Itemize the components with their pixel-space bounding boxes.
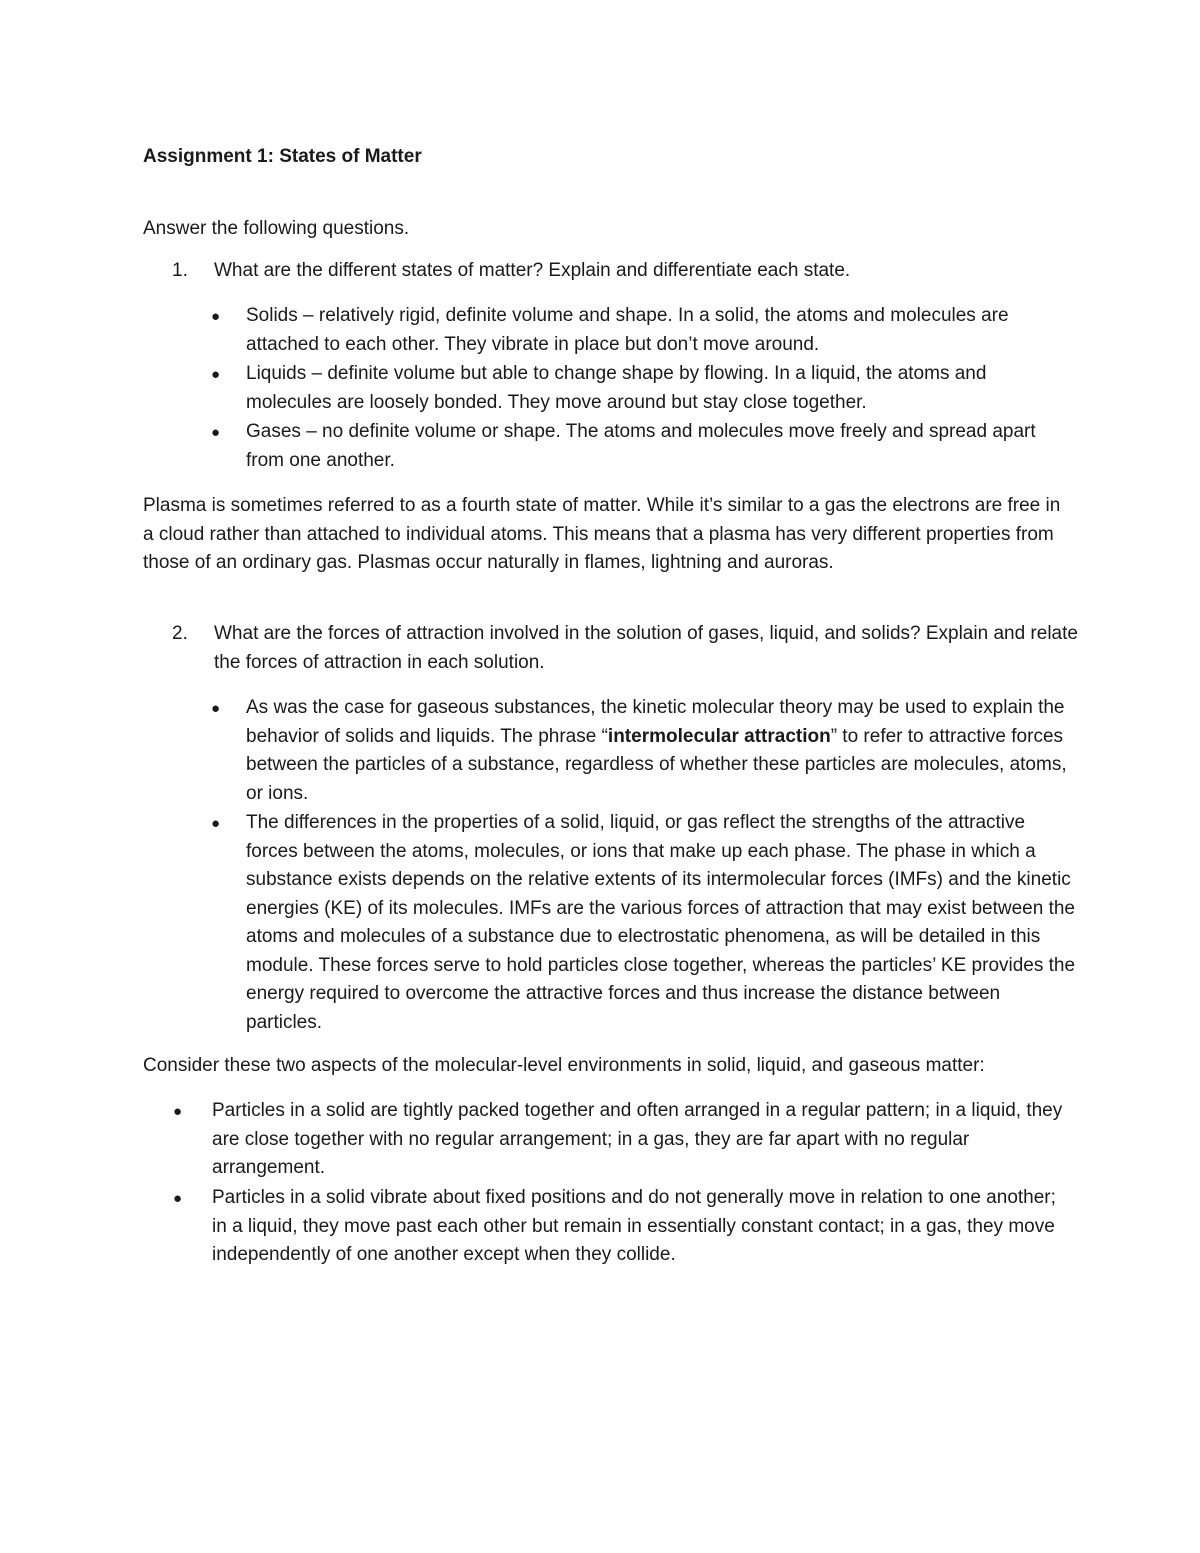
document-title: Assignment 1: States of Matter [143, 146, 422, 167]
list-item: Particles in a solid are tightly packed together and often arranged in a regular pattern; in a liquid, they are close together with no regular arrangement; in a gas, they are far apart with no regular arrangement. [212, 1100, 1063, 1178]
list-item: Particles in a solid vibrate about fixed positions and do not generally move in relation to one another; in a liquid, they move past each other but remain in essentially constant contact; in a gas, they move independently of one another except when they collide. [212, 1187, 1056, 1265]
list-item-text: ” to refer to attractive forces between the particles of a substance, regardless of whether these particles are molecules, atoms, or ions. [246, 725, 1067, 804]
bold-term: intermolecular attraction [607, 725, 831, 747]
question-number: 2. [172, 623, 188, 644]
list-item: Gases – no definite volume or shape. The atoms and molecules move freely and spread apart from one another. [246, 421, 1036, 471]
bullet-icon: ● [211, 366, 221, 383]
bullet-icon: ● [211, 424, 221, 441]
bullet-icon: ● [211, 700, 221, 717]
list-item-text: As was the case for gaseous substances, the kinetic molecular theory may be used to explain the behavior of solids and liquids. The phrase “ [246, 697, 1065, 747]
list-item: Solids – relatively rigid, definite volume and shape. In a solid, the atoms and molecules are attached to each other. They vibrate in place but don’t move around. [246, 305, 1009, 355]
question-text: What are the forces of attraction involved in the solution of gases, liquid, and solids? Explain and relate the forces of attraction in each solution. [214, 623, 1078, 673]
bullet-icon: ● [173, 1190, 183, 1207]
consider-text: Consider these two aspects of the molecular-level environments in solid, liquid, and gaseous matter: [143, 1055, 985, 1076]
bullet-icon: ● [211, 815, 221, 832]
list-item: The differences in the properties of a solid, liquid, or gas reflect the strengths of the attractive forces between the atoms, molecules, or ions that make up each phase. The phase in which a substance exists depends on the relative extents of its intermolecular forces (IMFs) and the kinetic energies (KE) of its molecules. IMFs are the various forces of attraction that may exist between the atoms and molecules of a substance due to electrostatic phenomena, as will be detailed in this module. These forces serve to hold particles close together, whereas the particles’ KE provides the energy required to overcome the attractive forces and thus increase the distance between particles. [246, 812, 1076, 1033]
bullet-icon: ● [173, 1103, 183, 1120]
bullet-icon: ● [211, 308, 221, 325]
list-item: Liquids – definite volume but able to change shape by flowing. In a liquid, the atoms and molecules are loosely bonded. They move around but stay close together. [246, 363, 987, 413]
question-number: 1. [172, 260, 188, 281]
question-text: What are the different states of matter? Explain and differentiate each state. [214, 260, 851, 281]
instructions-text: Answer the following questions. [143, 218, 410, 239]
plasma-paragraph: Plasma is sometimes referred to as a fourth state of matter. While it’s similar to a gas the electrons are free in a cloud rather than attached to individual atoms. This means that a plasma has very different properties from those of an ordinary gas. Plasmas occur naturally in flames, lightning and auroras. [143, 495, 1061, 573]
list-item [246, 694, 1081, 808]
